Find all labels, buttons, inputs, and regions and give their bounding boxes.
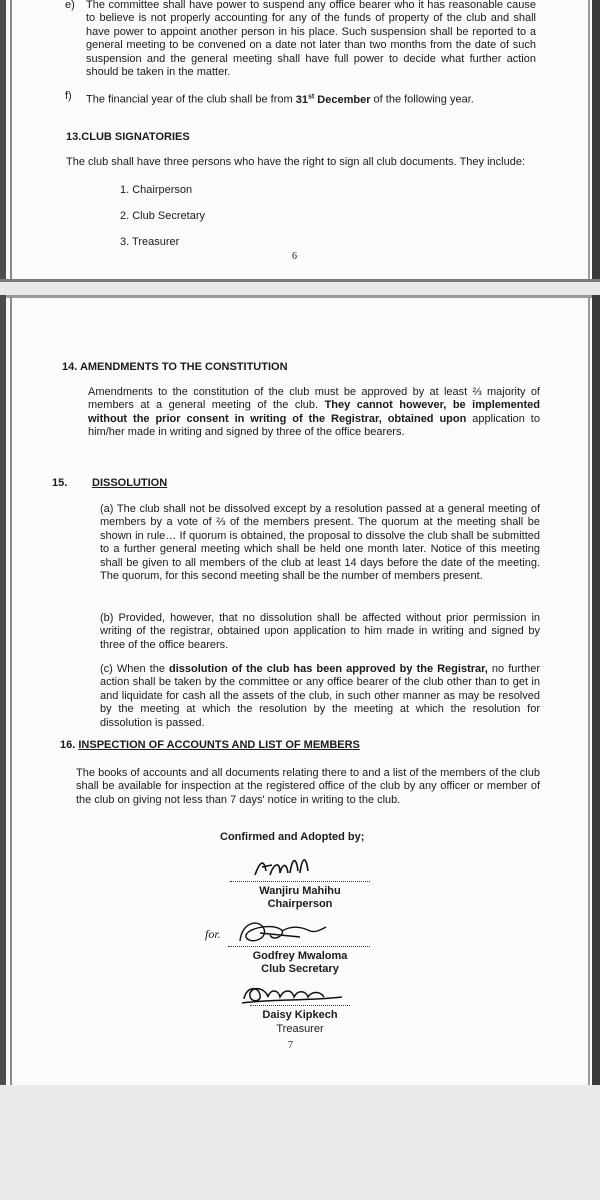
page-edge-line bbox=[588, 0, 590, 282]
chairperson-signature bbox=[250, 851, 320, 881]
signatory-name: Wanjiru Mahihu bbox=[259, 885, 341, 897]
section-13-intro: The club shall have three persons who have the right to sign all club documents. They include: bbox=[66, 156, 526, 168]
section-16-text: The books of accounts and all documents relating there to and a list of the members of the club shall be available for inspection at the registered office of the club by any officer or member of the club on giving not less than 7 days' notice in writing to the club. bbox=[76, 767, 540, 806]
item-f-label: f) bbox=[65, 90, 72, 102]
signature-line bbox=[228, 946, 370, 947]
signature-line bbox=[250, 1005, 350, 1006]
signatory-name: Daisy Kipkech bbox=[262, 1009, 338, 1021]
page-bottom-edge bbox=[0, 279, 600, 282]
signatory-role: Chairperson bbox=[267, 898, 333, 910]
section-15-heading: DISSOLUTION bbox=[92, 477, 168, 489]
signatory-list-item: 1. Chairperson bbox=[120, 184, 193, 196]
page-number: 7 bbox=[288, 1040, 293, 1051]
signature-prefix: for. bbox=[205, 927, 221, 941]
item-e-text: The committee shall have power to suspend any office bearer who it has reasonable cause to believe is not properly accounting for any of the funds of property of the club and shall have power to appoint another person in his place. Such suspension shall be reported to a general meeting to be convened on a date not later than two months from the date of such suspension and the general meeting shall have full power to decide what further action should be taken in the matter. bbox=[86, 0, 536, 79]
section-14-heading: 14. AMENDMENTS TO THE CONSTITUTION bbox=[62, 361, 288, 373]
signatory-role: Treasurer bbox=[276, 1023, 324, 1035]
secretary-signature bbox=[230, 915, 330, 949]
page-edge-shadow bbox=[592, 0, 600, 282]
page-top-edge bbox=[0, 295, 600, 298]
page-edge-shadow bbox=[0, 295, 6, 1085]
page-edge-line bbox=[10, 295, 12, 1085]
page-number: 6 bbox=[292, 251, 297, 262]
section-15-number: 15. bbox=[52, 477, 68, 489]
signature-line bbox=[230, 881, 370, 882]
document-page-7 bbox=[0, 295, 600, 1085]
section-14-text: Amendments to the constitution of the club must be approved by at least ⅔ majority of members at a general meeting of the club. They cannot however, be implemented without the prior consent in writing of the Registrar, obtained upon application to him/her made in writing and signed by three of the office bearers. bbox=[88, 386, 540, 439]
signatory-name: Godfrey Mwaloma bbox=[252, 950, 348, 962]
document-page-6 bbox=[0, 0, 600, 282]
dissolution-clause-b: (b) Provided, however, that no dissolution shall be affected without prior permission in writing of the registrar, obtained upon application to him made in writing and signed by three of the office bearers. bbox=[100, 612, 540, 651]
page-edge-shadow bbox=[0, 0, 6, 282]
item-e-label: e) bbox=[65, 0, 75, 11]
dissolution-clause-a: (a) The club shall not be dissolved except by a resolution passed at a general meeting of members by a vote of ⅔ of the members present. The quorum at the meeting shall be shown in rule… If quorum is obtained, the proposal to dissolve the club shall be submitted to a further general meeting which shall be held one month later. Notice of this meeting shall be given to all members of the club at least 14 days before the date of the meeting. The quorum, for this second meeting shall be the number of members present. bbox=[100, 503, 540, 583]
signatory-list-item: 3. Treasurer bbox=[120, 236, 180, 248]
signatory-list-item: 2. Club Secretary bbox=[120, 210, 205, 222]
item-f-text: The financial year of the club shall be from 31st December of the following year. bbox=[86, 93, 474, 106]
page-edge-line bbox=[10, 0, 12, 282]
section-13-heading: 13.CLUB SIGNATORIES bbox=[66, 131, 190, 143]
page-edge-shadow bbox=[592, 295, 600, 1085]
dissolution-clause-c: (c) When the dissolution of the club has been approved by the Registrar, no further action shall be taken by the committee or any office bearer of the club other than to get in and liquidate for cash all the assets of the club, in such other manner as may be resolved by the meeting at which the resolution by the meeting at which the resolution for dissolution is passed. bbox=[100, 663, 541, 729]
section-16-heading: 16. INSPECTION OF ACCOUNTS AND LIST OF MEMBERS bbox=[60, 739, 360, 751]
signatory-role: Club Secretary bbox=[261, 963, 339, 975]
page-edge-line bbox=[588, 295, 590, 1085]
confirmed-adopted-label: Confirmed and Adopted by; bbox=[220, 831, 365, 843]
